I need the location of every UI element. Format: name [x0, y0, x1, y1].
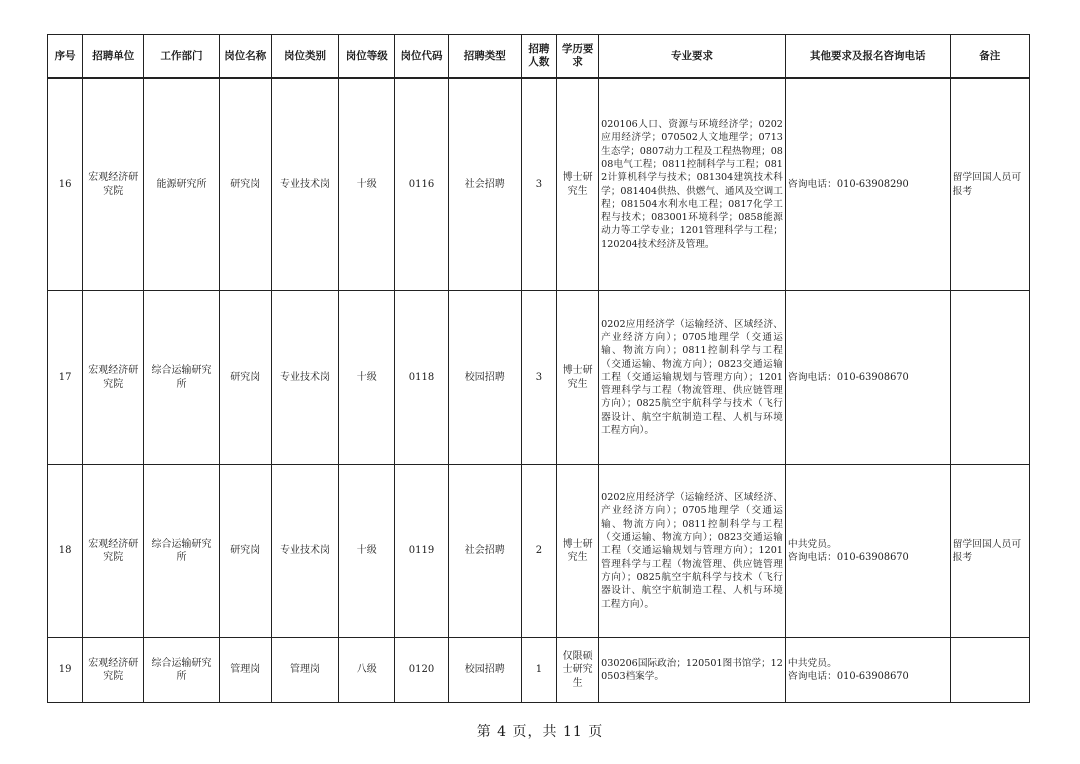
contact-line: 中共党员。: [787, 657, 837, 669]
cell-level: 八级: [339, 638, 395, 703]
cell-note: [950, 291, 1029, 465]
cell-category: 管理岗: [271, 638, 338, 703]
cell-level: 十级: [339, 78, 395, 291]
cell-level: 十级: [339, 291, 395, 465]
cell-count: 3: [521, 78, 556, 291]
contact-line: 咨询电话：010-63908290: [787, 178, 909, 190]
cell-contact: [785, 638, 950, 703]
cell-edu: 仅限硕士研究生: [557, 638, 599, 703]
cell-edu: 博士研究生: [557, 465, 599, 638]
cell-seq: 19: [48, 638, 83, 703]
cell-major: 0202应用经济学（运输经济、区域经济、产业经济方向）；0705地理学（交通运输、物流方向）；0811控制科学与工程（交通运输、物流方向）；0823交通运输工程（交通运输规划与管理方向）；1201管理科学与工程（物流管理、供应链管理方向）；0825航空宇航科学与技术（飞行器设计、航空宇航制造工程、人机与环境工程方向）。: [599, 291, 786, 465]
table-row: [48, 78, 1030, 291]
cell-post: 研究岗: [219, 465, 271, 638]
cell-unit: 宏观经济研究院: [83, 638, 144, 703]
cell-count: 2: [521, 465, 556, 638]
cell-dept: 能源研究所: [144, 78, 219, 291]
header-unit: 招聘单位: [83, 35, 144, 79]
recruitment-table: [47, 34, 1030, 703]
cell-type: 校园招聘: [448, 638, 521, 703]
cell-note: 留学回国人员可报考: [950, 78, 1029, 291]
recruitment-table-sheet: [47, 34, 1030, 703]
header-major: 专业要求: [599, 35, 786, 79]
header-note: 备注: [950, 35, 1029, 79]
cell-dept: 综合运输研究所: [144, 465, 219, 638]
cell-type: 校园招聘: [448, 291, 521, 465]
cell-contact: [785, 465, 950, 638]
page-number: 第 4 页，共 11 页: [476, 724, 604, 740]
cell-unit: 宏观经济研究院: [83, 78, 144, 291]
cell-edu: 博士研究生: [557, 291, 599, 465]
cell-count: 1: [521, 638, 556, 703]
header-dept: 工作部门: [144, 35, 219, 79]
cell-code: 0118: [395, 291, 448, 465]
cell-post: 研究岗: [219, 291, 271, 465]
cell-dept: 综合运输研究所: [144, 638, 219, 703]
header-type: 招聘类型: [448, 35, 521, 79]
header-edu: 学历要求: [557, 35, 599, 79]
cell-dept: 综合运输研究所: [144, 291, 219, 465]
cell-code: 0116: [395, 78, 448, 291]
cell-contact: [785, 291, 950, 465]
cell-unit: 宏观经济研究院: [83, 465, 144, 638]
contact-line: 咨询电话：010-63908670: [787, 552, 909, 563]
cell-note: [950, 638, 1029, 703]
cell-contact: [785, 78, 950, 291]
cell-type: 社会招聘: [448, 78, 521, 291]
header-post: 岗位名称: [219, 35, 271, 79]
cell-unit: 宏观经济研究院: [83, 291, 144, 465]
cell-post: 研究岗: [219, 78, 271, 291]
header-count: 招聘人数: [521, 35, 556, 79]
cell-count: 3: [521, 291, 556, 465]
cell-major: 0202应用经济学（运输经济、区域经济、产业经济方向）；0705地理学（交通运输、物流方向）；0811控制科学与工程（交通运输、物流方向）；0823交通运输工程（交通运输规划与管理方向）；1201管理科学与工程（物流管理、供应链管理方向）；0825航空宇航科学与技术（飞行器设计、航空宇航制造工程、人机与环境工程方向）。: [599, 465, 786, 638]
cell-category: 专业技术岗: [271, 291, 338, 465]
header-contact: 其他要求及报名咨询电话: [785, 35, 950, 79]
contact-line: 咨询电话：010-63908670: [787, 371, 909, 383]
header-level: 岗位等级: [339, 35, 395, 79]
table-row: [48, 291, 1030, 465]
cell-code: 0119: [395, 465, 448, 638]
contact-line: 中共党员。: [787, 538, 837, 550]
cell-level: 十级: [339, 465, 395, 638]
cell-major: 030206国际政治；120501图书馆学；120503档案学。: [599, 638, 786, 703]
cell-category: 专业技术岗: [271, 465, 338, 638]
cell-major: 020106人口、资源与环境经济学；0202应用经济学；070502人文地理学；0713生态学；0807动力工程及工程热物理；0808电气工程；0811控制科学与工程；0812计算机科学与技术；081304建筑技术科学；081404供热、供燃气、通风及空调工程；081504水利水电工程；0817化学工程与技术；083001环境科学；0858能源动力等工学专业；1201管理科学与工程；120204技术经济及管理。: [599, 78, 786, 291]
cell-category: 专业技术岗: [271, 78, 338, 291]
header-seq: 序号: [48, 35, 83, 79]
cell-type: 社会招聘: [448, 465, 521, 638]
cell-code: 0120: [395, 638, 448, 703]
cell-seq: 16: [48, 78, 83, 291]
contact-line: 咨询电话：010-63908670: [787, 671, 909, 682]
cell-seq: 17: [48, 291, 83, 465]
cell-seq: 18: [48, 465, 83, 638]
table-row: [48, 465, 1030, 638]
cell-edu: 博士研究生: [557, 78, 599, 291]
cell-note: 留学回国人员可报考: [950, 465, 1029, 638]
table-header-row: [48, 35, 1030, 79]
cell-post: 管理岗: [219, 638, 271, 703]
table-row: [48, 638, 1030, 703]
header-code: 岗位代码: [395, 35, 448, 79]
header-category: 岗位类别: [271, 35, 338, 79]
